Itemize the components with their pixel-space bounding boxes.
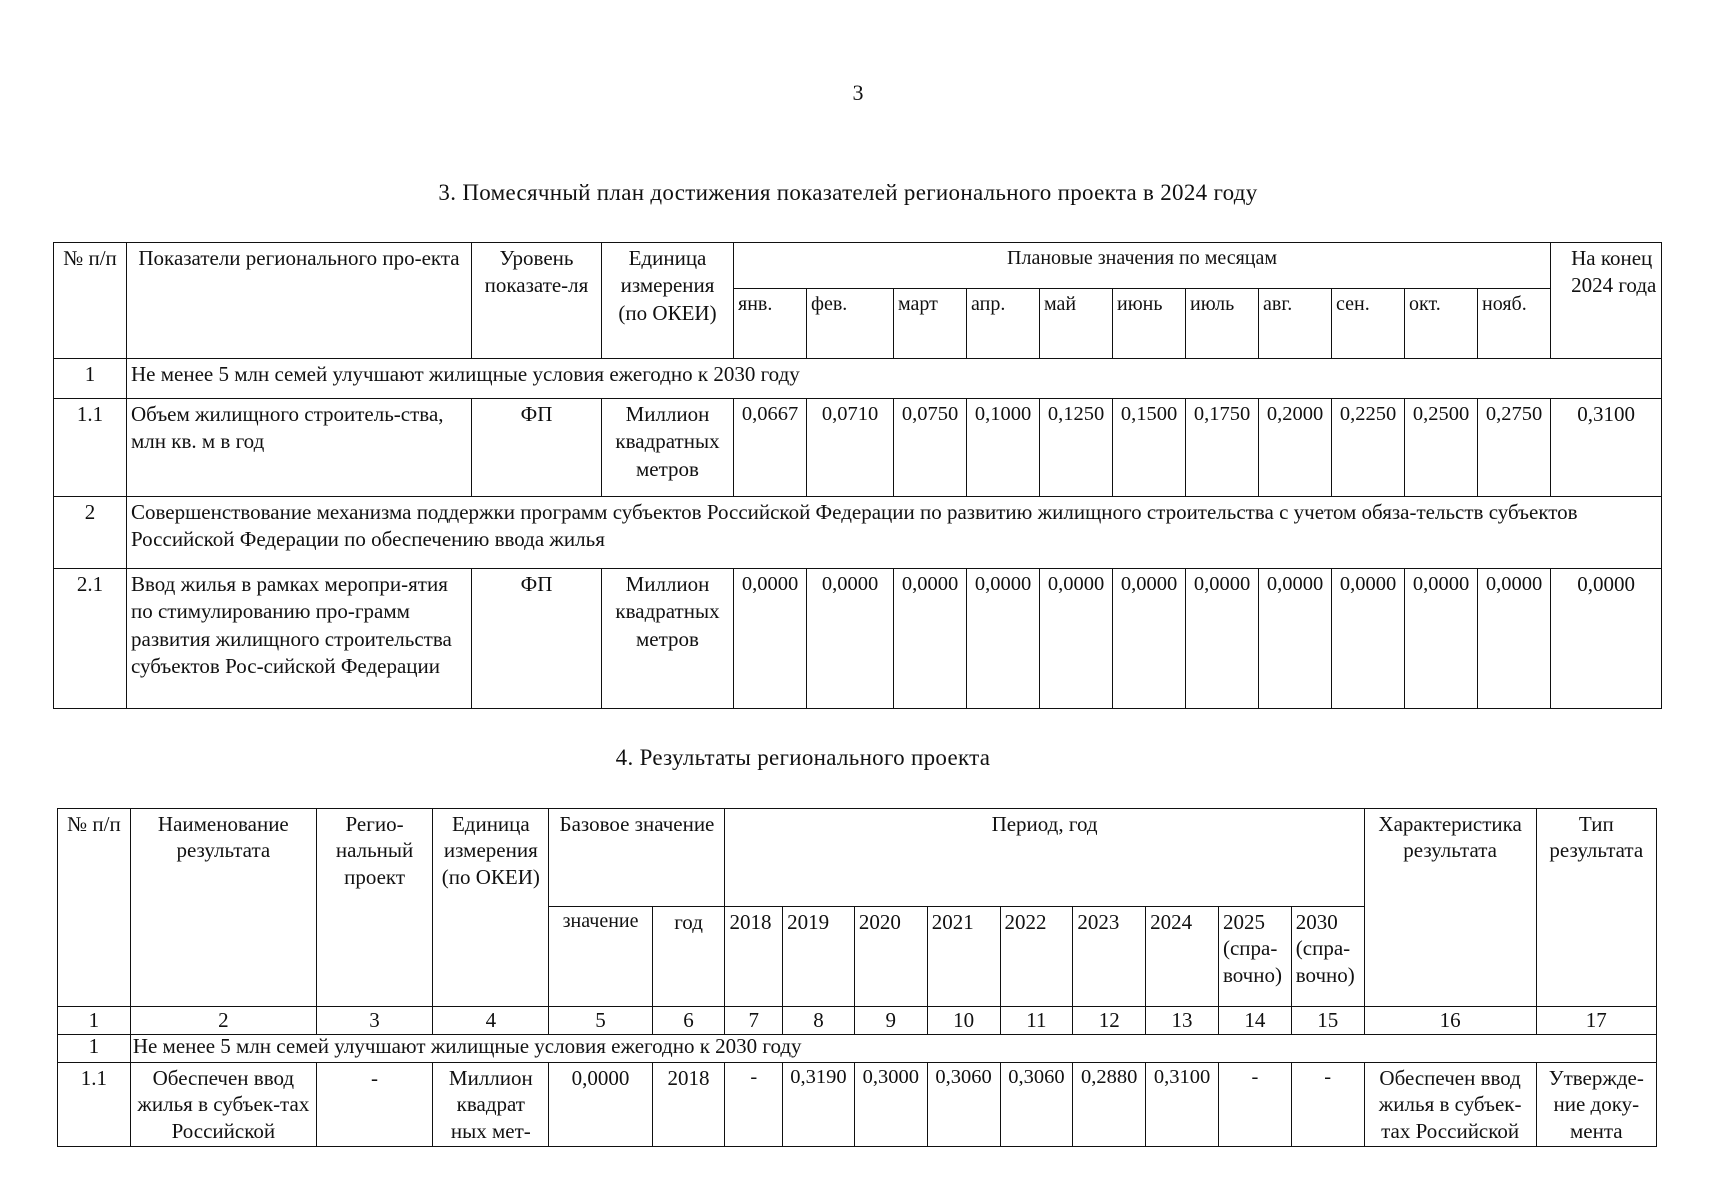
month-value: 0,1500: [1113, 399, 1186, 497]
header-year: 2024: [1146, 907, 1219, 1007]
month-value: 0,1000: [967, 399, 1040, 497]
column-number: 12: [1073, 1007, 1146, 1035]
header-month: окт.: [1405, 289, 1478, 359]
group-num: 1: [58, 1035, 131, 1063]
column-number: 7: [725, 1007, 783, 1035]
header-num: № п/п: [54, 243, 127, 359]
row-num: 1.1: [58, 1063, 131, 1147]
section-3-title: 3. Помесячный план достижения показателей регионального проекта в 2024 году: [438, 180, 1258, 205]
header-base-value-value: значение: [549, 907, 652, 1007]
header-level: Уровень показате-ля: [472, 243, 602, 359]
row-num: 2.1: [54, 569, 127, 709]
header-indicator: Показатели регионального про-екта: [127, 243, 472, 359]
group-num: 1: [54, 359, 127, 399]
header-year: 2019: [783, 907, 855, 1007]
header-unit: Единица измерения (по ОКЕИ): [602, 243, 734, 359]
month-value: 0,0667: [734, 399, 807, 497]
result-characteristic: Обеспечен ввод жилья в субъек-тах Российской: [1364, 1063, 1536, 1147]
column-number: 14: [1218, 1007, 1291, 1035]
header-result-type: Тип результата: [1536, 809, 1656, 1007]
column-number: 10: [927, 1007, 1000, 1035]
column-number: 8: [783, 1007, 855, 1035]
column-number: 13: [1146, 1007, 1219, 1035]
page-number: 3: [852, 80, 864, 105]
group-num: 2: [54, 497, 127, 569]
result-unit: Миллион квадрат ных мет-: [433, 1063, 549, 1147]
base-value: 0,0000: [549, 1063, 652, 1147]
month-value: 0,0000: [894, 569, 967, 709]
month-value: 0,0000: [1186, 569, 1259, 709]
column-number: 1: [58, 1007, 131, 1035]
month-value: 0,0000: [1478, 569, 1551, 709]
column-number: 9: [854, 1007, 927, 1035]
header-end-of-year: На конец 2024 года: [1551, 243, 1662, 359]
indicator-unit: Миллион квадратных метров: [602, 399, 734, 497]
header-month: июль: [1186, 289, 1259, 359]
column-number: 3: [316, 1007, 432, 1035]
year-value: 0,3060: [1000, 1063, 1073, 1147]
end-of-year-value: 0,3100: [1551, 399, 1662, 497]
year-value: 0,3060: [927, 1063, 1000, 1147]
column-number: 17: [1536, 1007, 1656, 1035]
group-title: Не менее 5 млн семей улучшают жилищные условия ежегодно к 2030 году: [127, 359, 1662, 399]
header-month: апр.: [967, 289, 1040, 359]
header-unit: Единица измерения (по ОКЕИ): [433, 809, 549, 1007]
header-month: май: [1040, 289, 1113, 359]
month-value: 0,0000: [1040, 569, 1113, 709]
month-value: 0,0000: [1259, 569, 1332, 709]
indicator-level: ФП: [472, 569, 602, 709]
column-number: 2: [130, 1007, 316, 1035]
header-month: нояб.: [1478, 289, 1551, 359]
column-number: 5: [549, 1007, 652, 1035]
header-period: Период, год: [725, 809, 1364, 907]
header-year: 2025 (спра-вочно): [1218, 907, 1291, 1007]
header-month: авг.: [1259, 289, 1332, 359]
row-num: 1.1: [54, 399, 127, 497]
header-base-value: Базовое значение: [549, 809, 725, 907]
month-value: 0,2250: [1332, 399, 1405, 497]
indicator-name: Ввод жилья в рамках меропри-ятия по стимулированию про-грамм развития жилищного строительства субъектов Рос-сийской Федерации: [127, 569, 472, 709]
header-month: фев.: [807, 289, 894, 359]
year-value: 0,3100: [1146, 1063, 1219, 1147]
year-value: -: [1218, 1063, 1291, 1147]
month-value: 0,1750: [1186, 399, 1259, 497]
header-year: 2022: [1000, 907, 1073, 1007]
column-number: 4: [433, 1007, 549, 1035]
header-month: янв.: [734, 289, 807, 359]
month-value: 0,2750: [1478, 399, 1551, 497]
header-characteristic: Характеристика результата: [1364, 809, 1536, 1007]
section-4-title: 4. Результаты регионального проекта: [615, 745, 991, 770]
header-num: № п/п: [58, 809, 131, 1007]
year-value: 0,3000: [854, 1063, 927, 1147]
indicator-level: ФП: [472, 399, 602, 497]
column-number: 11: [1000, 1007, 1073, 1035]
month-value: 0,0000: [807, 569, 894, 709]
month-value: 0,0000: [734, 569, 807, 709]
result-name: Обеспечен ввод жилья в субъек-тах Российской: [130, 1063, 316, 1147]
column-number: 16: [1364, 1007, 1536, 1035]
header-year: 2020: [854, 907, 927, 1007]
header-regional-project: Регио-нальный проект: [316, 809, 432, 1007]
results-table: [57, 808, 1657, 1147]
year-value: 0,2880: [1073, 1063, 1146, 1147]
end-of-year-value: 0,0000: [1551, 569, 1662, 709]
group-title: Совершенствование механизма поддержки программ субъектов Российской Федерации по развитию жилищного строительства с учетом обяза-тельств субъектов Российской Федерации по обеспечению ввода жилья: [127, 497, 1662, 569]
month-value: 0,2500: [1405, 399, 1478, 497]
year-value: -: [1291, 1063, 1364, 1147]
header-year: 2018: [725, 907, 783, 1007]
regional-project: -: [316, 1063, 432, 1147]
header-month: март: [894, 289, 967, 359]
indicator-name: Объем жилищного строитель-ства, млн кв. м в год: [127, 399, 472, 497]
result-type: Утвержде-ние доку-мента: [1536, 1063, 1656, 1147]
base-year: 2018: [652, 1063, 725, 1147]
month-value: 0,0000: [1113, 569, 1186, 709]
monthly-plan-table: [53, 242, 1662, 709]
column-number: 6: [652, 1007, 725, 1035]
header-result-name: Наименование результата: [130, 809, 316, 1007]
header-base-value-year: год: [652, 907, 725, 1007]
year-value: -: [725, 1063, 783, 1147]
month-value: 0,0000: [967, 569, 1040, 709]
group-title: Не менее 5 млн семей улучшают жилищные условия ежегодно к 2030 году: [130, 1035, 1656, 1063]
month-value: 0,0000: [1405, 569, 1478, 709]
column-number: 15: [1291, 1007, 1364, 1035]
indicator-unit: Миллион квадратных метров: [602, 569, 734, 709]
month-value: 0,0000: [1332, 569, 1405, 709]
header-month: июнь: [1113, 289, 1186, 359]
month-value: 0,2000: [1259, 399, 1332, 497]
header-year: 2023: [1073, 907, 1146, 1007]
header-year: 2021: [927, 907, 1000, 1007]
month-value: 0,1250: [1040, 399, 1113, 497]
header-month: сен.: [1332, 289, 1405, 359]
header-planned-values: Плановые значения по месяцам: [734, 243, 1551, 289]
header-year: 2030 (спра-вочно): [1291, 907, 1364, 1007]
year-value: 0,3190: [783, 1063, 855, 1147]
month-value: 0,0710: [807, 399, 894, 497]
month-value: 0,0750: [894, 399, 967, 497]
